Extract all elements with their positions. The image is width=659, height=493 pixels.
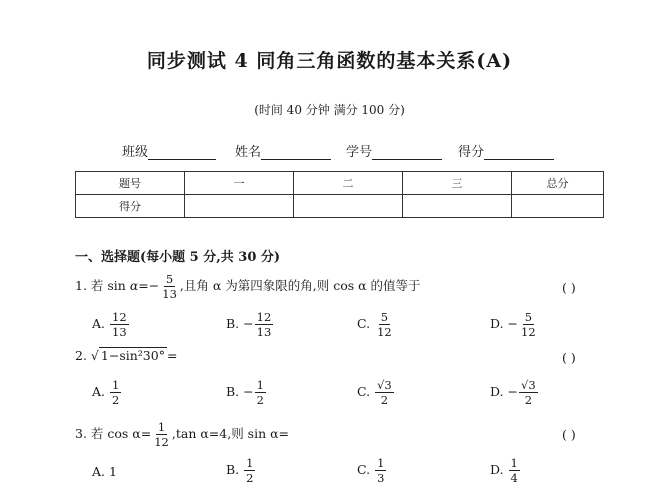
option-a[interactable] bbox=[92, 378, 122, 407]
denominator: 12 bbox=[377, 325, 392, 339]
option-c[interactable] bbox=[357, 456, 387, 485]
fraction bbox=[160, 272, 179, 301]
option-letter: B. bbox=[226, 384, 240, 399]
option-letter: C. bbox=[357, 384, 371, 399]
name-blank[interactable] bbox=[261, 145, 331, 160]
option-c[interactable] bbox=[357, 310, 395, 339]
class-label: 班级 bbox=[122, 145, 149, 160]
option-a[interactable] bbox=[92, 464, 117, 479]
option-c[interactable] bbox=[357, 378, 395, 407]
question-number: 3. bbox=[75, 426, 87, 441]
question-1 bbox=[75, 272, 421, 301]
numerator: 1 bbox=[157, 420, 166, 434]
option-a[interactable] bbox=[92, 310, 130, 339]
id-label: 学号 bbox=[346, 145, 373, 160]
denominator: 13 bbox=[256, 325, 272, 339]
fraction bbox=[110, 310, 129, 339]
score-cell[interactable] bbox=[185, 195, 294, 218]
answer-paren[interactable]: ( ) bbox=[562, 427, 576, 442]
fraction bbox=[255, 310, 274, 339]
denominator: 2 bbox=[380, 393, 389, 407]
numerator: 1 bbox=[256, 378, 264, 392]
fraction bbox=[509, 456, 520, 485]
option-sign: − bbox=[507, 384, 519, 399]
numerator: 12 bbox=[112, 310, 127, 324]
denominator: 2 bbox=[256, 393, 264, 407]
option-text: 1 bbox=[109, 464, 117, 479]
question-text: ,且角 α 为第四象限的角,则 cos α 的值等于 bbox=[179, 278, 421, 293]
option-letter: A. bbox=[92, 464, 106, 479]
option-b[interactable] bbox=[226, 310, 274, 339]
question-number: 2. bbox=[75, 348, 87, 363]
denominator: 13 bbox=[162, 287, 177, 301]
question-text: 若 cos α= bbox=[90, 426, 152, 441]
numerator: 1 bbox=[510, 456, 518, 470]
question-text: = bbox=[166, 348, 178, 363]
numerator: 5 bbox=[165, 272, 174, 286]
option-letter: C. bbox=[357, 316, 371, 331]
question-3 bbox=[75, 420, 289, 449]
answer-paren[interactable]: ( ) bbox=[562, 280, 576, 295]
option-letter: D. bbox=[490, 462, 504, 477]
denominator: 2 bbox=[524, 393, 533, 407]
fraction bbox=[375, 456, 386, 485]
option-sign: − bbox=[243, 316, 254, 331]
denominator: 12 bbox=[521, 325, 536, 339]
denominator: 3 bbox=[377, 471, 385, 485]
id-field bbox=[346, 141, 442, 160]
option-letter: D. bbox=[490, 316, 504, 331]
table-header-cell: 总分 bbox=[512, 172, 604, 195]
numerator: 1 bbox=[112, 378, 120, 392]
class-field bbox=[122, 141, 216, 160]
option-sign: − bbox=[507, 316, 519, 331]
alpha-symbol: α bbox=[129, 278, 139, 293]
score-cell[interactable] bbox=[294, 195, 403, 218]
score-table-header-row bbox=[76, 172, 604, 195]
fraction bbox=[152, 420, 171, 449]
numerator: √3 bbox=[521, 378, 536, 392]
fraction bbox=[244, 456, 255, 485]
score-field bbox=[458, 141, 554, 160]
option-d[interactable] bbox=[490, 310, 539, 339]
score-blank[interactable] bbox=[484, 145, 554, 160]
option-letter: A. bbox=[92, 316, 106, 331]
table-header-cell: 三 bbox=[403, 172, 512, 195]
numerator: 1 bbox=[377, 456, 385, 470]
time-note: (时间 40 分钟 满分 100 分) bbox=[254, 103, 405, 117]
option-d[interactable] bbox=[490, 456, 521, 485]
question-number: 1. bbox=[75, 278, 87, 293]
fraction bbox=[375, 378, 394, 407]
fraction bbox=[255, 378, 266, 407]
numerator: 1 bbox=[246, 456, 254, 470]
class-blank[interactable] bbox=[148, 145, 216, 160]
option-b[interactable] bbox=[226, 378, 267, 407]
denominator: 2 bbox=[112, 393, 120, 407]
numerator: 12 bbox=[256, 310, 272, 324]
option-letter: A. bbox=[92, 384, 106, 399]
score-cell[interactable] bbox=[403, 195, 512, 218]
score-label: 得分 bbox=[458, 145, 485, 160]
denominator: 4 bbox=[510, 471, 518, 485]
question-text: ,tan α=4,则 sin α= bbox=[171, 426, 290, 441]
name-label: 姓名 bbox=[235, 145, 262, 160]
question-2 bbox=[75, 348, 177, 363]
table-row-label: 得分 bbox=[76, 195, 185, 218]
sqrt-expression: √ 1−sin²30° bbox=[90, 348, 165, 363]
option-d[interactable] bbox=[490, 378, 539, 407]
id-blank[interactable] bbox=[372, 145, 442, 160]
answer-paren[interactable]: ( ) bbox=[562, 350, 576, 365]
option-letter: D. bbox=[490, 384, 504, 399]
fraction bbox=[519, 310, 538, 339]
option-b[interactable] bbox=[226, 456, 256, 485]
score-cell[interactable] bbox=[512, 195, 604, 218]
denominator: 12 bbox=[154, 435, 169, 449]
denominator: 13 bbox=[112, 325, 127, 339]
option-letter: C. bbox=[357, 462, 371, 477]
score-table-row bbox=[76, 195, 604, 218]
table-header-cell: 一 bbox=[185, 172, 294, 195]
fraction bbox=[519, 378, 538, 407]
option-letter: B. bbox=[226, 462, 240, 477]
page-title: 同步测试 4 同角三角函数的基本关系(A) bbox=[146, 50, 513, 72]
numerator: √3 bbox=[377, 378, 392, 392]
radicand: 1−sin²30° bbox=[100, 348, 165, 363]
table-header-cell: 二 bbox=[294, 172, 403, 195]
option-sign: − bbox=[243, 384, 254, 399]
numerator: 5 bbox=[380, 310, 389, 324]
table-header-cell: 题号 bbox=[76, 172, 185, 195]
name-field bbox=[235, 141, 331, 160]
fraction bbox=[110, 378, 121, 407]
question-text: 若 sin bbox=[90, 278, 130, 293]
option-letter: B. bbox=[226, 316, 240, 331]
fraction bbox=[375, 310, 394, 339]
section-heading: 一、选择题(每小题 5 分,共 30 分) bbox=[75, 250, 281, 265]
numerator: 5 bbox=[524, 310, 533, 324]
score-table bbox=[75, 171, 604, 218]
denominator: 2 bbox=[246, 471, 254, 485]
question-text: =− bbox=[138, 278, 160, 293]
